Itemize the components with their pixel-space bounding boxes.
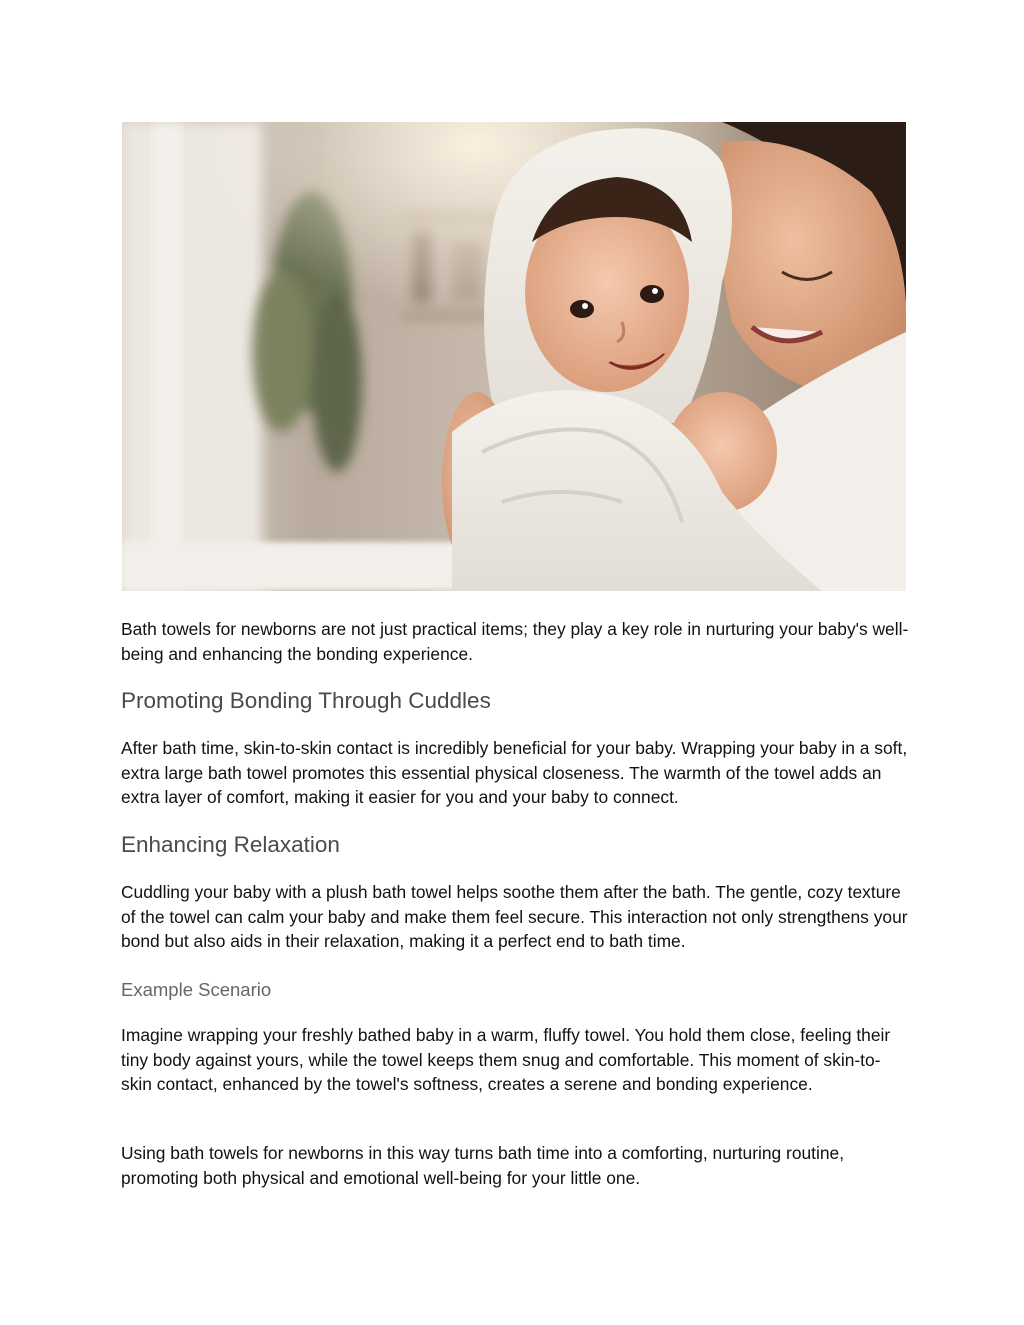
example-body: Imagine wrapping your freshly bathed baby in a warm, fluffy towel. You hold them close, feeling their tiny body against yours, while the towel keeps them snug and comfortable. This moment of skin-to-skin contact, enhanced by the towel's softness, creates a serene and bonding experience. [121,1025,891,1094]
hero-photo [122,122,906,591]
section2-heading: Enhancing Relaxation [121,832,340,857]
example-heading: Example Scenario [121,979,272,1000]
closing-paragraph: Using bath towels for newborns in this way turns bath time into a comforting, nurturing routine, promoting both physical and emotional well-being for your little one. [121,1143,845,1188]
section2-body: Cuddling your baby with a plush bath towel helps soothe them after the bath. The gentle, cozy texture of the towel can calm your baby and make them feel secure. This interaction not only strengthens your bond but also aids in their relaxation, making it a perfect end to bath time. [121,882,908,951]
section1-body: After bath time, skin-to-skin contact is incredibly beneficial for your baby. Wrapping your baby in a soft, extra large bath towel promotes this essential physical closeness. The warmth of the towel adds an extra layer of comfort, making it easier for you and your baby to connect. [121,738,908,807]
section1-heading: Promoting Bonding Through Cuddles [121,688,491,713]
intro-paragraph: Bath towels for newborns are not just practical items; they play a key role in nurturing your baby's well-being and enhancing the bonding experience. [121,619,909,664]
